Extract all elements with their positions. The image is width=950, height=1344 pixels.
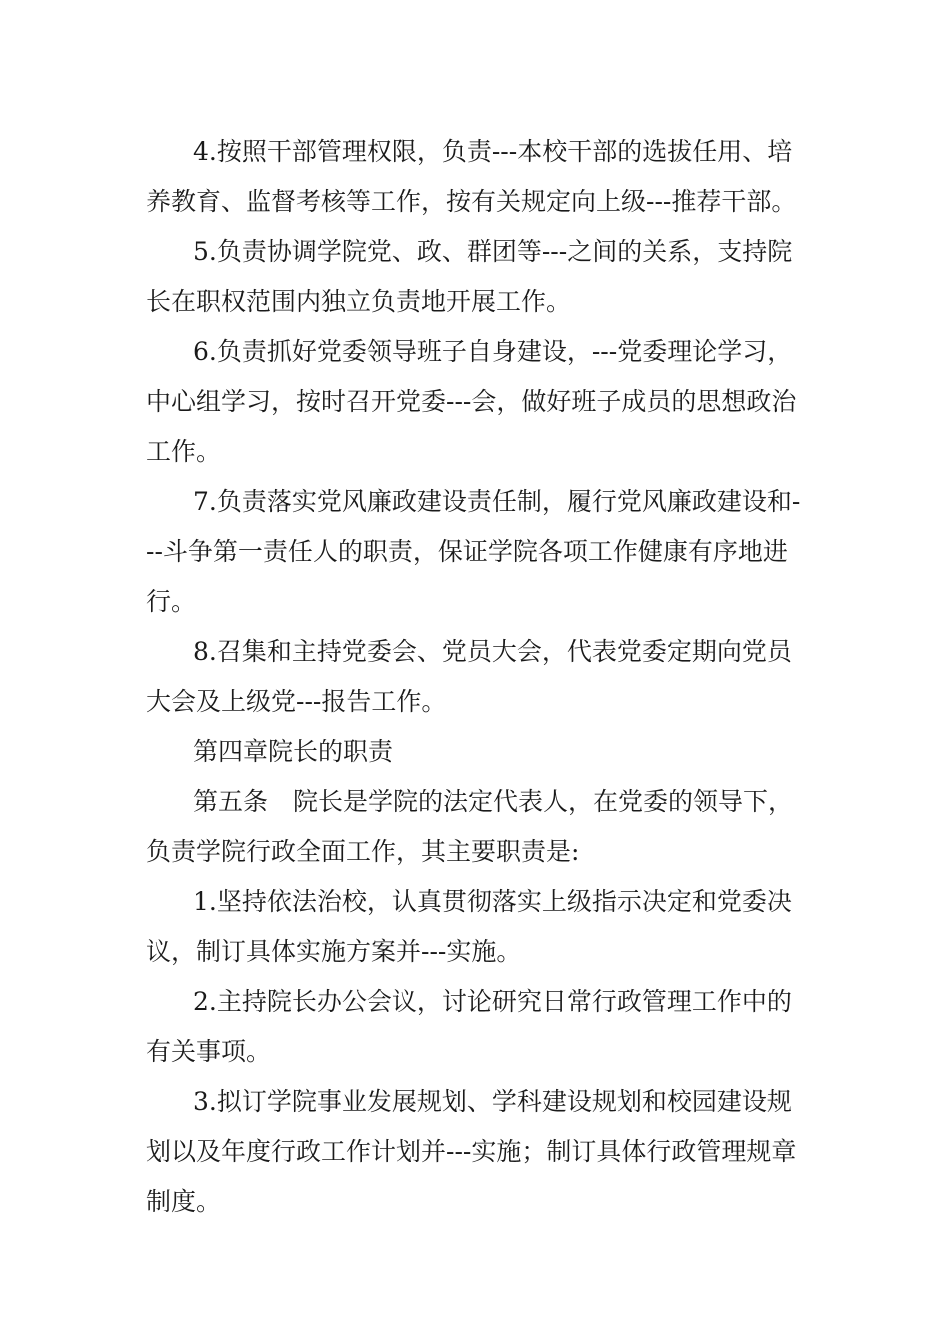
text-line: 6.负责抓好党委领导班子自身建设，---党委理论学习， xyxy=(193,337,793,366)
text-line: 7.负责落实党风廉政建设责任制，履行党风廉政建设和- xyxy=(193,487,801,516)
text-line: --斗争第一责任人的职责，保证学院各项工作健康有序地进 xyxy=(146,537,788,566)
chapter-heading: 第四章院长的职责 xyxy=(193,737,394,766)
text-line: 3.拟订学院事业发展规划、学科建设规划和校园建设规 xyxy=(193,1087,792,1116)
text-line: 制度。 xyxy=(146,1187,222,1216)
text-line: 8.召集和主持党委会、党员大会，代表党委定期向党员 xyxy=(193,637,792,666)
text-line: 工作。 xyxy=(146,437,222,466)
text-line: 大会及上级党---报告工作。 xyxy=(146,687,447,716)
text-line: 长在职权范围内独立负责地开展工作。 xyxy=(146,287,572,316)
text-line: 养教育、监督考核等工作，按有关规定向上级---推荐干部。 xyxy=(146,187,797,216)
text-line: 1.坚持依法治校，认真贯彻落实上级指示决定和党委决 xyxy=(193,887,792,916)
text-line: 中心组学习，按时召开党委---会，做好班子成员的思想政治 xyxy=(146,387,797,416)
text-line: 5.负责协调学院党、政、群团等---之间的关系，支持院 xyxy=(193,237,793,266)
text-line: 2.主持院长办公会议，讨论研究日常行政管理工作中的 xyxy=(193,987,792,1016)
text-line: 负责学院行政全面工作，其主要职责是: xyxy=(146,837,580,866)
text-line: 划以及年度行政工作计划并---实施；制订具体行政管理规章 xyxy=(146,1137,797,1166)
text-line: 4.按照干部管理权限，负责---本校干部的选拔任用、培 xyxy=(193,137,793,166)
text-line: 行。 xyxy=(146,587,197,616)
text-line: 议，制订具体实施方案并---实施。 xyxy=(146,937,522,966)
text-line: 第五条 院长是学院的法定代表人，在党委的领导下， xyxy=(193,787,794,816)
text-line: 有关事项。 xyxy=(146,1037,272,1066)
